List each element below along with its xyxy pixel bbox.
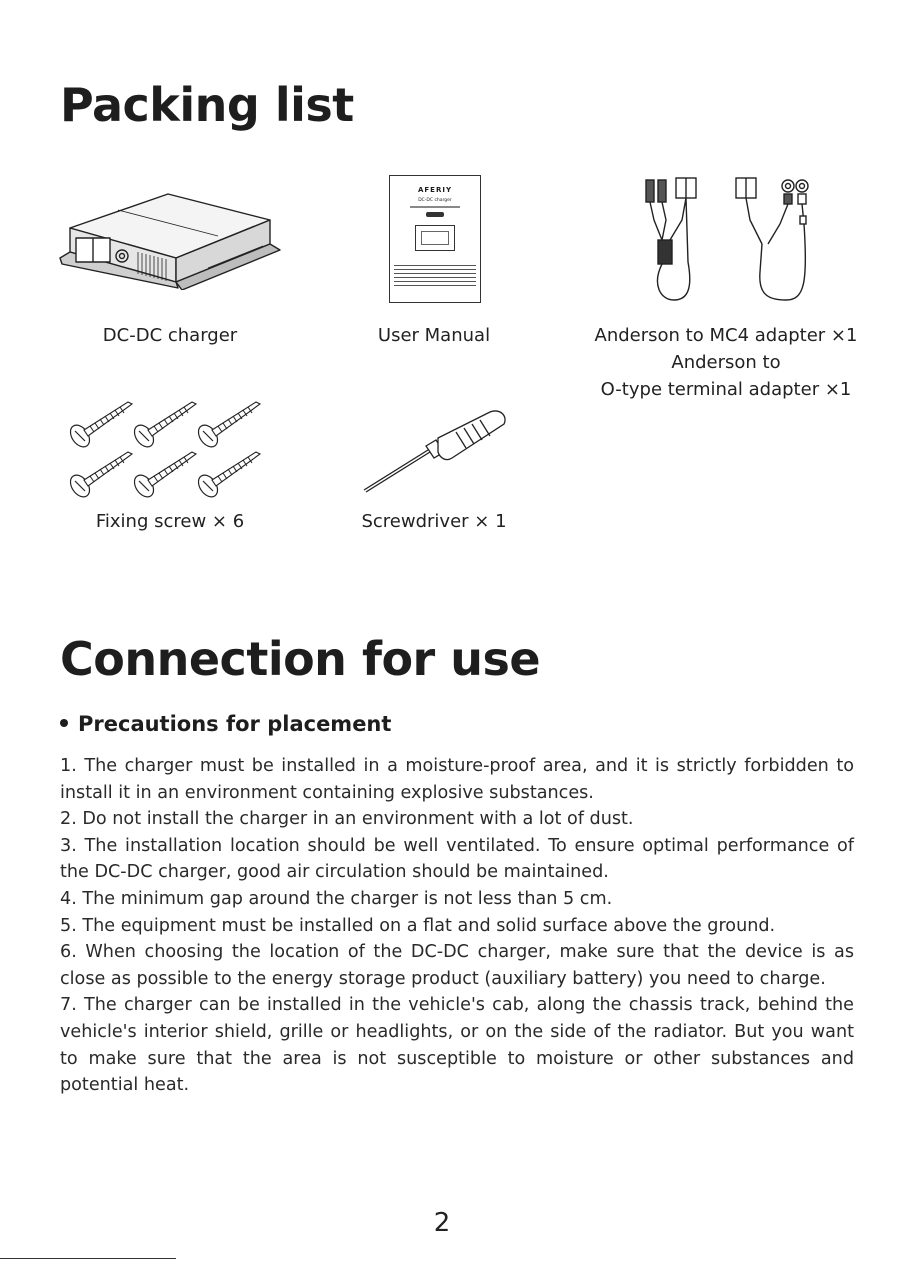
manual-line-decor <box>410 206 460 208</box>
page-number: 2 <box>433 1208 451 1238</box>
screw-caption: Fixing screw × 6 <box>95 511 245 532</box>
adapter-caption-line1: Anderson to MC4 adapter ×1 <box>594 325 858 346</box>
precaution-2: 2. Do not install the charger in an environment with a lot of dust. <box>60 809 634 830</box>
connection-title: Connection for use <box>60 632 541 686</box>
manual-caption: User Manual <box>377 325 491 346</box>
precaution-6: 6. When choosing the location of the DC-DC charger, make sure that the device is as close as possible to the energy storage product (auxiliary battery) you need to charge. <box>60 942 854 989</box>
precaution-7: 7. The charger can be installed in the vehicle's cab, along the chassis track, behind the vehicle's interior shield, grille or headlights, or on the side of the radiator. But you want to make sure that the area is not susceptible to moisture or other substances and potential heat. <box>60 995 854 1096</box>
packing-list-title: Packing list <box>60 78 354 132</box>
manual-badge-decor <box>426 212 444 217</box>
precaution-3: 3. The installation location should be well ventilated. To ensure optimal performance of the DC-DC charger, good air circulation should be maintained. <box>60 835 854 883</box>
precautions-subheading-text: Precautions for placement <box>78 712 392 736</box>
precaution-1: 1. The charger must be installed in a moisture-proof area, and it is strictly forbidden to install it in an environment containing explosive substances. <box>60 756 854 803</box>
adapter-caption-line2: Anderson to <box>671 352 781 373</box>
user-manual-image <box>389 175 481 303</box>
fixing-screws-image <box>66 398 276 502</box>
manual-fine-print <box>394 265 476 287</box>
screwdriver-image <box>360 408 510 494</box>
manual-device-picture <box>415 225 455 251</box>
bottom-rule <box>0 1258 176 1259</box>
adapter-cables-image <box>640 172 820 304</box>
precaution-5: 5. The equipment must be installed on a flat and solid surface above the ground. <box>60 915 776 936</box>
screwdriver-caption: Screwdriver × 1 <box>361 511 507 532</box>
bullet-icon <box>60 719 68 727</box>
charger-caption: DC-DC charger <box>102 325 238 346</box>
precaution-4: 4. The minimum gap around the charger is not less than 5 cm. <box>60 888 613 909</box>
manual-brand: AFERIY <box>417 186 453 194</box>
dc-dc-charger-image <box>58 180 282 290</box>
precautions-subheading <box>60 712 391 736</box>
adapter-caption-line3: O-type terminal adapter ×1 <box>600 379 852 400</box>
manual-subtitle: DC-DC charger <box>418 198 452 203</box>
precautions-body <box>60 753 854 1099</box>
